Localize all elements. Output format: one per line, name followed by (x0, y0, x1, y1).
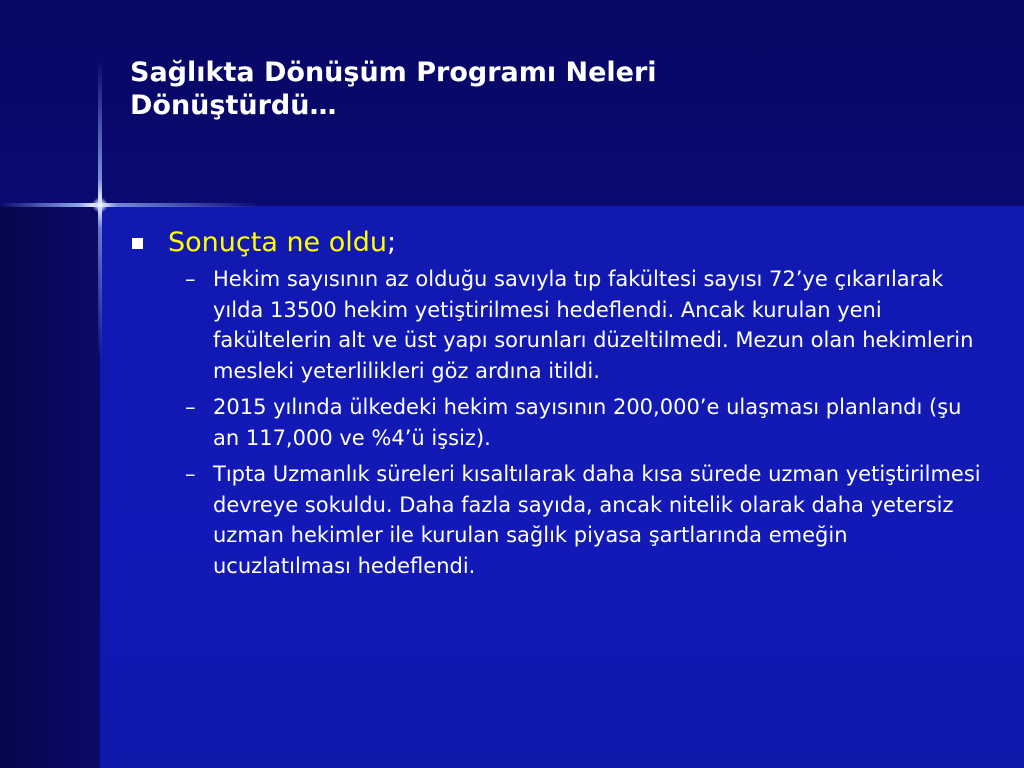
star-glow-horizontal (0, 203, 260, 207)
sub-bullet-list (168, 264, 990, 581)
bullet-punctuation: ; (387, 227, 397, 258)
sub-bullet-text: Hekim sayısının az olduğu savıyla tıp fakültesi sayısı 72’ye çıkarılarak yılda 13500 hekim yetiştirilmesi hedeflendi. Ancak kurulan yeni fakültelerin alt ve üst yapı sorunları düzeltilmedi. Mezun olan hekimlerin mesleki yeterlilikleri göz ardına itildi. (213, 267, 974, 383)
dash-bullet-icon: – (185, 395, 196, 419)
dash-bullet-icon: – (185, 267, 196, 291)
slide-title (130, 56, 890, 122)
slide-title-line-2: Dönüştürdü… (130, 90, 337, 121)
bullet-list (130, 226, 990, 587)
bullet-item (130, 226, 990, 581)
dash-bullet-icon: – (185, 462, 196, 486)
bullet-label: Sonuçta ne oldu (168, 227, 388, 258)
slide-title-line-1: Sağlıkta Dönüşüm Programı Neleri (130, 57, 657, 88)
star-sparkle-icon (92, 197, 108, 213)
sub-bullet-text: 2015 yılında ülkedeki hekim sayısının 200,000’e ulaşması planlandı (şu an 117,000 ve %4’ü işsiz). (213, 395, 962, 450)
sub-bullet-item (168, 392, 990, 453)
sub-bullet-item (168, 459, 990, 581)
square-bullet-icon (132, 238, 143, 249)
sub-bullet-item (168, 264, 990, 386)
sub-bullet-text: Tıpta Uzmanlık süreleri kısaltılarak daha kısa sürede uzman yetiştirilmesi devreye sokuldu. Daha fazla sayıda, ancak nitelik olarak daha yetersiz uzman hekimler ile kurulan sağlık piyasa şartlarında emeğin ucuzlatılması hedeflendi. (213, 462, 981, 578)
